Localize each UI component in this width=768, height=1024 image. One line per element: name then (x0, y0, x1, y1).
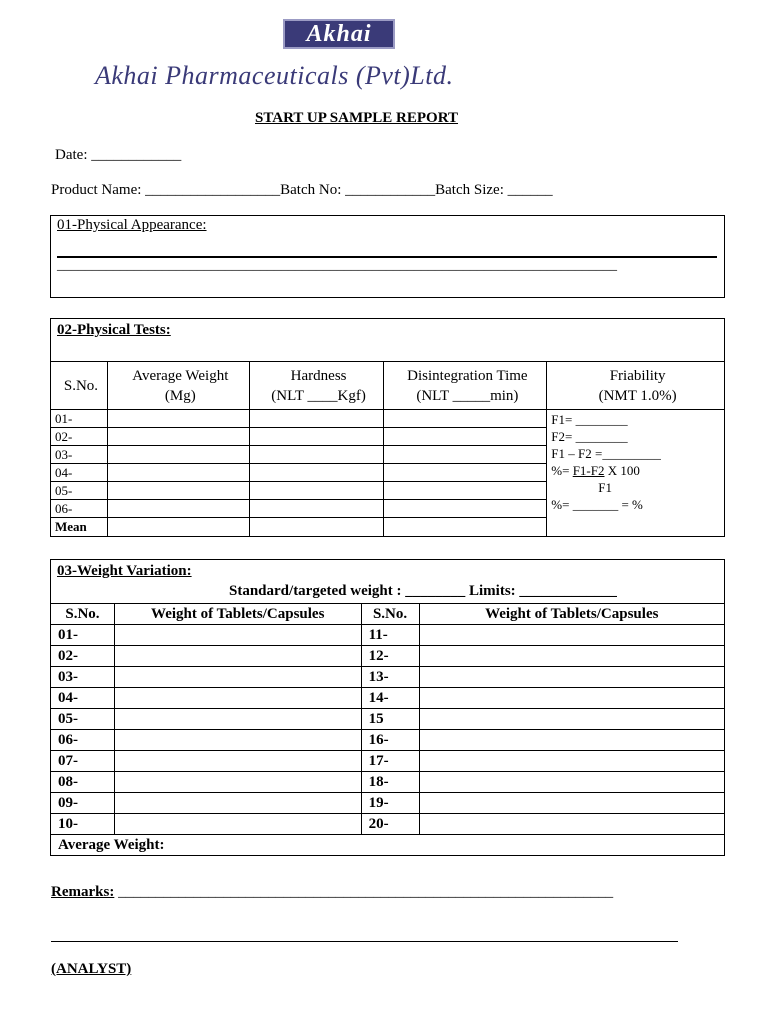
wv-label: 19- (361, 793, 419, 814)
wv-cell[interactable] (419, 814, 725, 835)
pt-cell[interactable] (384, 500, 547, 518)
wv-cell[interactable] (114, 709, 361, 730)
friability-f1: F1= ________ (551, 412, 628, 427)
pt-cell[interactable] (249, 410, 384, 428)
wv-label: 07- (51, 751, 115, 772)
friability-diff: F1 – F2 =_________ (551, 446, 661, 461)
friability-result: %= _______ = % (551, 497, 643, 512)
pt-row-label: 01- (51, 410, 108, 428)
wv-label: 12- (361, 646, 419, 667)
pt-row-label-mean: Mean (51, 518, 108, 537)
pt-cell[interactable] (107, 410, 249, 428)
physical-tests-table (50, 361, 725, 537)
pt-row-label: 04- (51, 464, 108, 482)
wv-cell[interactable] (419, 646, 725, 667)
wv-cell[interactable] (114, 625, 361, 646)
pt-row-label: 02- (51, 428, 108, 446)
pt-cell[interactable] (249, 518, 384, 537)
physical-appearance-title: 01-Physical Appearance: (57, 217, 207, 233)
logo-badge: Akhai (283, 19, 395, 49)
wv-label: 16- (361, 730, 419, 751)
col-sno: S.No. (51, 362, 108, 410)
friability-formula: %= F1-F2 X 100 (551, 463, 640, 478)
pt-row-label: 03- (51, 446, 108, 464)
wv-label: 15 (361, 709, 419, 730)
analyst-signature: (ANALYST) (51, 961, 132, 977)
pt-cell[interactable] (384, 482, 547, 500)
remarks-line-2 (51, 941, 678, 942)
pt-cell[interactable] (249, 428, 384, 446)
wv-label: 06- (51, 730, 115, 751)
pt-cell[interactable] (107, 500, 249, 518)
physical-tests-title: 02-Physical Tests: (57, 322, 171, 338)
appearance-line-2: ________________________________________________________________________________ (57, 258, 617, 273)
friability-calculation (547, 410, 725, 537)
wv-cell[interactable] (419, 625, 725, 646)
wv-cell[interactable] (114, 688, 361, 709)
wv-col-weight-left: Weight of Tablets/Capsules (114, 604, 361, 625)
wv-label: 04- (51, 688, 115, 709)
wv-cell[interactable] (114, 793, 361, 814)
wv-cell[interactable] (114, 814, 361, 835)
wv-cell[interactable] (114, 772, 361, 793)
wv-label: 17- (361, 751, 419, 772)
remarks-line: __________________________________________________________________ (114, 884, 614, 900)
pt-cell[interactable] (249, 446, 384, 464)
col-hardness: Hardness (NLT ____Kgf) (249, 362, 384, 410)
wv-cell[interactable] (419, 793, 725, 814)
standard-weight-line: Standard/targeted weight : ________ Limits: _____________ (229, 583, 617, 599)
wv-cell[interactable] (114, 646, 361, 667)
pt-cell[interactable] (107, 464, 249, 482)
wv-label: 03- (51, 667, 115, 688)
pt-cell[interactable] (107, 446, 249, 464)
remarks-field (51, 884, 613, 901)
pt-cell[interactable] (384, 410, 547, 428)
pt-row-label: 05- (51, 482, 108, 500)
wv-cell[interactable] (114, 751, 361, 772)
remarks-label: Remarks: (51, 884, 115, 900)
wv-col-sno-left: S.No. (51, 604, 115, 625)
col-friability: Friability (NMT 1.0%) (547, 362, 725, 410)
wv-label: 09- (51, 793, 115, 814)
product-batch-line: Product Name: __________________Batch No: ____________Batch Size: ______ (51, 182, 553, 198)
wv-label: 05- (51, 709, 115, 730)
pt-cell[interactable] (107, 518, 249, 537)
date-field: Date: ____________ (55, 147, 182, 163)
logo-company-name: Akhai Pharmaceuticals (Pvt)Ltd. (95, 61, 454, 90)
wv-cell[interactable] (419, 730, 725, 751)
wv-cell[interactable] (419, 751, 725, 772)
pt-cell[interactable] (384, 446, 547, 464)
friability-denominator: F1 (598, 480, 613, 495)
col-disintegration: Disintegration Time (NLT _____min) (384, 362, 547, 410)
wv-cell[interactable] (419, 709, 725, 730)
friability-f2: F2= ________ (551, 429, 628, 444)
pt-cell[interactable] (384, 428, 547, 446)
wv-label: 02- (51, 646, 115, 667)
pt-row-label: 06- (51, 500, 108, 518)
weight-variation-table (50, 603, 725, 856)
average-weight-row[interactable]: Average Weight: (51, 835, 725, 856)
wv-cell[interactable] (114, 730, 361, 751)
pt-cell[interactable] (384, 464, 547, 482)
wv-label: 13- (361, 667, 419, 688)
report-title: START UP SAMPLE REPORT (255, 110, 459, 126)
pt-cell[interactable] (107, 482, 249, 500)
wv-label: 10- (51, 814, 115, 835)
wv-cell[interactable] (419, 772, 725, 793)
wv-cell[interactable] (114, 667, 361, 688)
wv-col-weight-right: Weight of Tablets/Capsules (419, 604, 725, 625)
wv-col-sno-right: S.No. (361, 604, 419, 625)
wv-label: 18- (361, 772, 419, 793)
weight-variation-title: 03-Weight Variation: (57, 563, 192, 579)
pt-cell[interactable] (249, 464, 384, 482)
pt-cell[interactable] (107, 428, 249, 446)
pt-cell[interactable] (249, 500, 384, 518)
wv-cell[interactable] (419, 688, 725, 709)
wv-label: 11- (361, 625, 419, 646)
wv-label: 20- (361, 814, 419, 835)
wv-cell[interactable] (419, 667, 725, 688)
pt-cell[interactable] (249, 482, 384, 500)
wv-label: 14- (361, 688, 419, 709)
pt-cell[interactable] (384, 518, 547, 537)
wv-label: 01- (51, 625, 115, 646)
wv-label: 08- (51, 772, 115, 793)
col-average-weight: Average Weight (Mg) (107, 362, 249, 410)
